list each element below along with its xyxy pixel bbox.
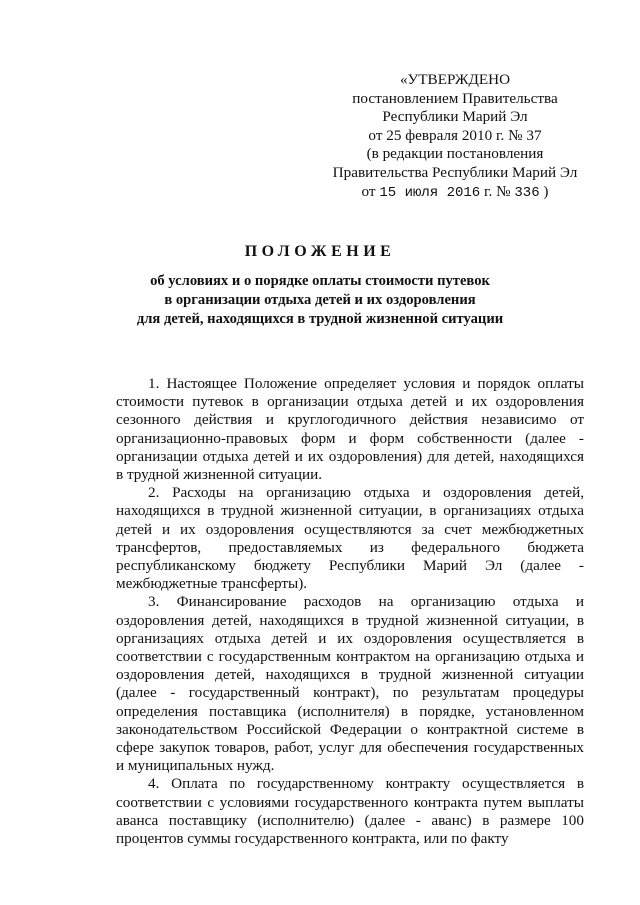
paragraph	[116, 484, 584, 593]
paragraph-text: Расходы на организацию отдыха и оздоровления детей, находящихся в трудной жизненной ситуации, в организациях отдыха детей и их оздоровления осуществляются за счет межбюджетных трансфертов, предоставляемых из федерального бюджета республиканскому бюджету Республики Марий Эл (далее - межбюджетные трансферты).	[116, 484, 585, 593]
approval-line: постановлением Правительства	[352, 89, 558, 107]
paragraph-number: 4.	[148, 775, 160, 793]
approval-number-label: г. №	[483, 182, 511, 200]
paragraph-number: 2.	[148, 484, 160, 502]
approval-date-prefix: от	[361, 182, 376, 200]
paragraph-text: Оплата по государственному контракту осуществляется в соответствии с условиями государственного контракта путем выплаты аванса поставщику (исполнителю) (далее - аванс) в размере 100 процентов суммы государственного контракта, или по факту	[116, 775, 585, 848]
approval-line: Республики Марий Эл	[382, 108, 528, 126]
approval-stamp	[320, 71, 590, 202]
paragraph-text: Настоящее Положение определяет условия и порядок оплаты стоимости путевок в организации отдыха детей и их оздоровления сезонного действия и круглогодичного действия независимо от организационно-правовых форм и форм собственности (далее - организации отдыха детей и их оздоровления) для детей, находящихся в трудной жизненной ситуации.	[116, 375, 585, 484]
paragraph	[116, 593, 584, 775]
approval-line: Правительства Республики Марий Эл	[332, 163, 578, 181]
document-title: ПОЛОЖЕНИЕ	[244, 243, 396, 260]
approval-date-suffix: )	[543, 182, 549, 200]
approval-number: 336	[514, 184, 540, 201]
approval-line: «УТВЕРЖДЕНО	[399, 71, 511, 88]
document-subtitle	[0, 272, 640, 329]
paragraph	[116, 775, 584, 848]
subtitle-line: для детей, находящихся в трудной жизненной ситуации	[136, 311, 504, 327]
approval-date: 15 июля 2016	[379, 184, 481, 201]
paragraph-number: 3.	[148, 593, 160, 611]
approval-line: от 25 февраля 2010 г. № 37	[368, 126, 542, 144]
paragraph-number: 1.	[148, 375, 160, 392]
document-body	[116, 375, 584, 848]
subtitle-line: об условиях и о порядке оплаты стоимости путевок	[150, 273, 490, 289]
paragraph	[116, 375, 584, 484]
subtitle-line: в организации отдыха детей и их оздоровления	[164, 292, 476, 308]
paragraph-text: Финансирование расходов на организацию отдыха и оздоровления детей, находящихся в трудной жизненной ситуации, в организациях отдыха детей и их оздоровления осуществляется в соответствии с государственным контрактом на организацию отдыха и оздоровления детей, находящихся в трудной жизненной ситуации (далее - государственный контракт), по результатам процедуры определения поставщика (исполнителя) в порядке, установленном законодательством Российской Федерации о контрактной системе в сфере закупок товаров, работ, услуг для обеспечения государственных и муниципальных нужд.	[116, 593, 585, 775]
approval-date-line	[320, 183, 590, 203]
approval-line: (в редакции постановления	[366, 145, 544, 163]
